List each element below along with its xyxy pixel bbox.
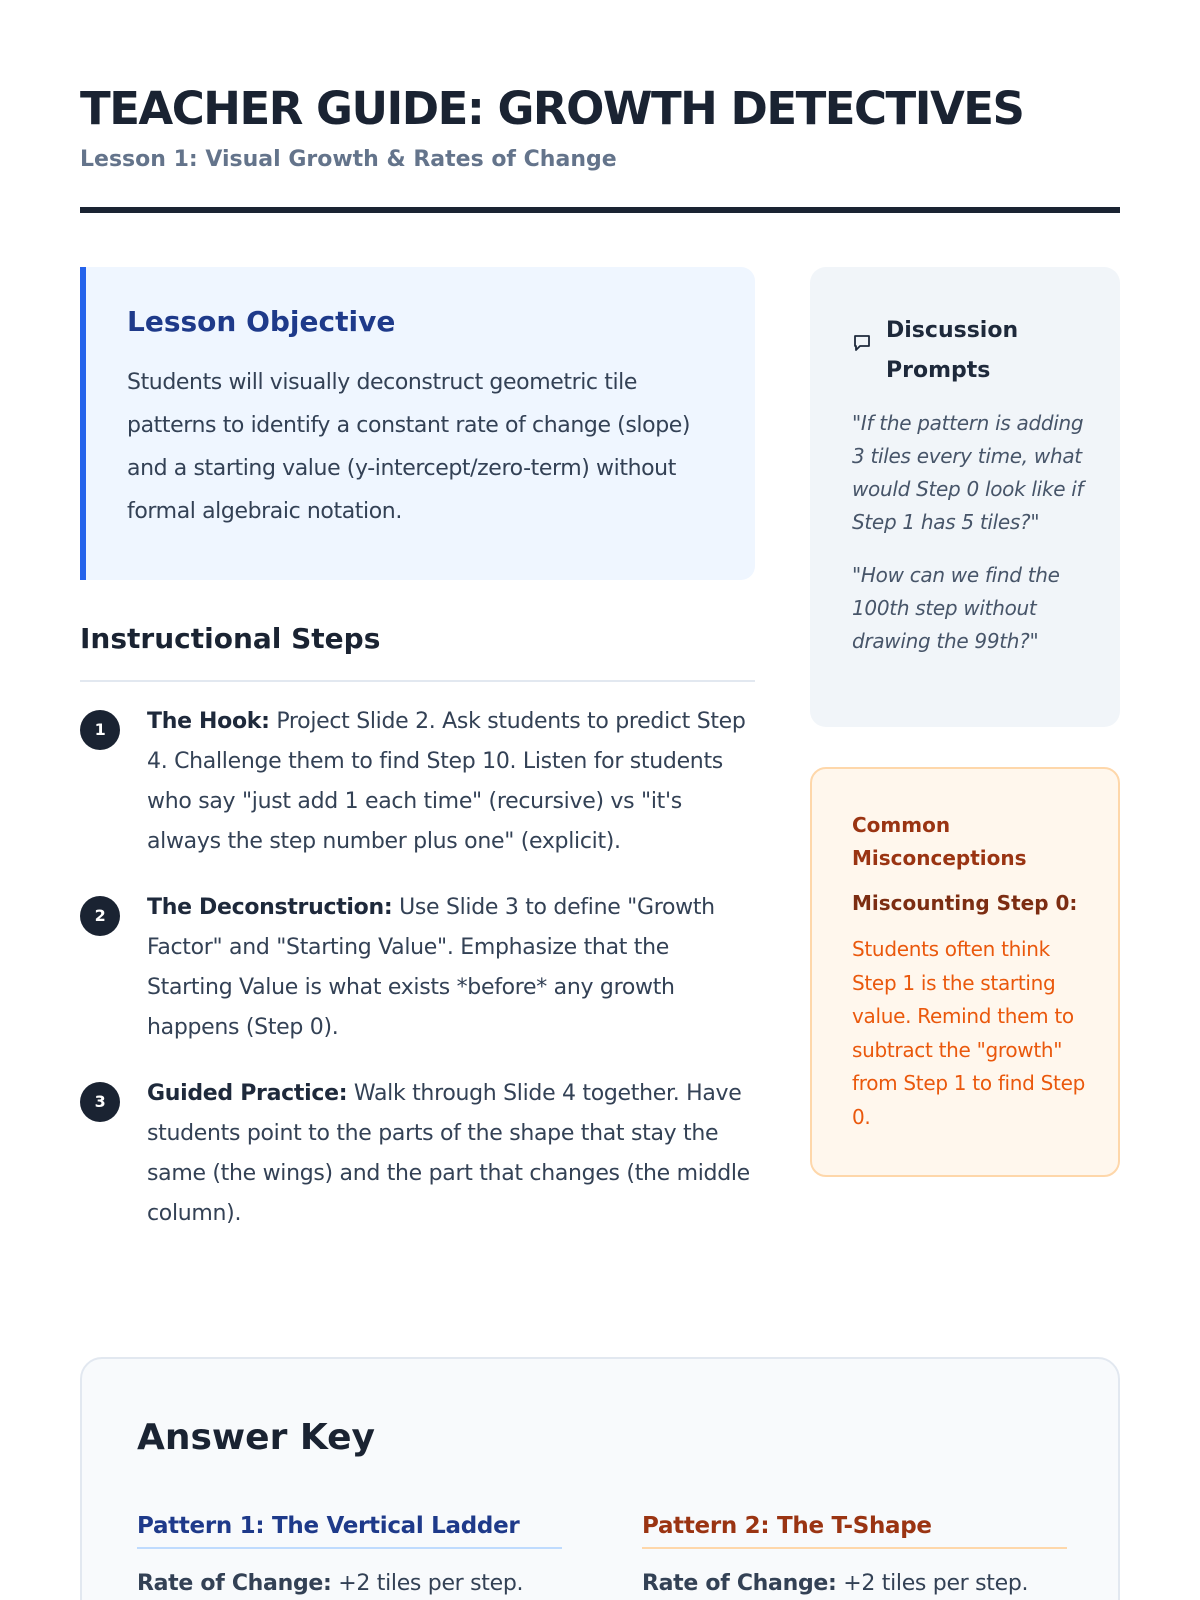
title-divider bbox=[80, 207, 1120, 213]
step-number-badge: 2 bbox=[80, 896, 120, 936]
pattern-rate-label: Rate of Change: bbox=[137, 1571, 332, 1596]
pattern-title: Pattern 1: The Vertical Ladder bbox=[137, 1511, 562, 1549]
step-text: Walk through Slide 4 together. Have students point to the parts of the shape that stay the same (the wings) and the part that changes (the middle column). bbox=[147, 1081, 750, 1226]
objective-text: Students will visually deconstruct geometric tile patterns to identify a constant rate of change (slope) and a starting value (y-intercept/zero-term) without formal algebraic notation. bbox=[127, 369, 691, 524]
pattern-rate-value: +2 tiles per step. bbox=[843, 1571, 1029, 1596]
discussion-prompt: "If the pattern is adding 3 tiles every time, what would Step 0 look like if Step 1 has 5 tiles?" bbox=[852, 411, 1084, 534]
pattern-answer bbox=[642, 1511, 1067, 1599]
chat-bubble-icon bbox=[852, 333, 872, 353]
misconception-text: Students often think Step 1 is the starting value. Remind them to subtract the "growth" from Step 1 to find Step 0. bbox=[852, 937, 1085, 1129]
step-item bbox=[80, 1074, 755, 1234]
pattern-answer bbox=[137, 1511, 562, 1599]
step-text: Project Slide 2. Ask students to predict Step 4. Challenge them to find Step 10. Listen for students who say "just add 1 each time" (recursive) vs "it's always the step number plus one" (explicit). bbox=[147, 709, 746, 854]
pattern-title: Pattern 2: The T-Shape bbox=[642, 1511, 1067, 1549]
discussion-prompts-card bbox=[810, 267, 1120, 727]
instructional-steps-heading: Instructional Steps bbox=[80, 622, 381, 655]
objective-heading: Lesson Objective bbox=[127, 305, 396, 338]
pattern-rate-line bbox=[642, 1569, 1067, 1599]
step-number-badge: 3 bbox=[80, 1082, 120, 1122]
lesson-objective-card bbox=[80, 267, 755, 580]
discussion-prompts-heading: Discussion Prompts bbox=[886, 318, 1019, 383]
discussion-prompt: "How can we find the 100th step without drawing the 99th?" bbox=[852, 563, 1060, 653]
step-title: The Deconstruction: bbox=[147, 895, 393, 920]
step-item bbox=[80, 888, 755, 1048]
step-number-badge: 1 bbox=[80, 710, 120, 750]
teacher-guide-page bbox=[80, 0, 1120, 1600]
step-title: The Hook: bbox=[147, 709, 270, 734]
answer-key-heading: Answer Key bbox=[137, 1417, 376, 1458]
pattern-rate-label: Rate of Change: bbox=[642, 1571, 837, 1596]
pattern-rate-value: +2 tiles per step. bbox=[338, 1571, 524, 1596]
misconception-subheading: Miscounting Step 0: bbox=[852, 891, 1078, 915]
step-text: Use Slide 3 to define "Growth Factor" and "Starting Value". Emphasize that the Starting Value is what exists *before* any growth happens (Step 0). bbox=[147, 895, 715, 1040]
step-title: Guided Practice: bbox=[147, 1081, 348, 1106]
steps-divider bbox=[80, 680, 755, 682]
discussion-prompts-header bbox=[852, 311, 1086, 391]
answer-key-card bbox=[80, 1357, 1120, 1600]
misconceptions-heading: Common Misconceptions bbox=[852, 813, 1027, 870]
common-misconceptions-card bbox=[810, 767, 1120, 1177]
step-item bbox=[80, 702, 755, 862]
page-title: TEACHER GUIDE: GROWTH DETECTIVES bbox=[80, 82, 1024, 135]
page-subtitle: Lesson 1: Visual Growth & Rates of Change bbox=[80, 147, 617, 172]
instructional-steps-list bbox=[80, 702, 755, 1260]
pattern-rate-line bbox=[137, 1569, 562, 1599]
